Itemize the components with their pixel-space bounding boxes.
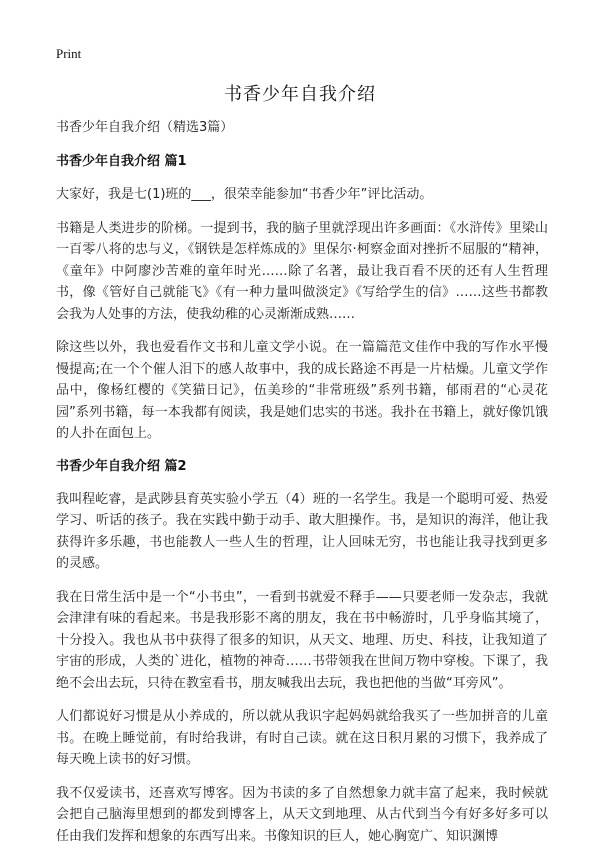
section-1 xyxy=(56,152,548,445)
section-2 xyxy=(56,457,548,848)
paragraph: 书籍是人类进步的阶梯。一提到书，我的脑子里就浮现出许多画面：《水浒传》里梁山一百零八将的忠与义，《钢铁是怎样炼成的》里保尔·柯察金面对挫折不屈服的“精神，《童年》中阿廖沙苦难的童年时光……除了名著，最让我百看不厌的还有人生哲理书，像《管好自己就能飞》《有一种力量叫做淡定》《写给学生的信》……这些书都教会我为人处事的方法，使我幼稚的心灵渐渐成熟…… xyxy=(56,220,548,322)
paragraph: 我不仅爱读书，还喜欢写博客。因为书读的多了自然想象力就丰富了起来，我时候就会把自己脑海里想到的都发到博客上，从天文到地理、从古代到当今有好多好多可以任由我们发挥和想象的东西写出来。书像知识的巨人，她心胸宽广、知识渊博 xyxy=(56,785,548,844)
paragraph: 大家好，我是七(1)班的___，很荣幸能参加“书香少年”评比活动。 xyxy=(56,187,433,202)
paragraph: 人们都说好习惯是从小养成的，所以就从我识字起妈妈就给我买了一些加拼音的儿童书。在晚上睡觉前，有时给我讲，有时自己读。就在这日积月累的习惯下，我养成了每天晚上读书的好习惯。 xyxy=(56,709,548,767)
section-heading: 书香少年自我介绍 篇1 xyxy=(56,154,187,169)
print-label: Print xyxy=(56,46,82,61)
section-heading: 书香少年自我介绍 篇2 xyxy=(56,458,187,474)
paragraph: 我叫程屹睿，是武陟县育英实验小学五（4）班的一名学生。我是一个聪明可爱、热爱学习、听话的孩子。我在实践中勤于动手、敢大胆操作。书，是知识的海洋，他让我获得许多乐趣，书也能教人一些人生的哲理，让人回味无穷，书也能让我寻找到更多的灵感。 xyxy=(56,491,548,571)
document-title: 书香少年自我介绍 xyxy=(224,84,376,105)
paragraph: 我在日常生活中是一个“小书虫”，一看到书就爱不释手——只要老师一发杂志，我就会津津有味的看起来。书是我形影不离的朋友，我在书中畅游时，几乎身临其境了，十分投入。我也从书中获得了很多的知识，从天文、地理、历史、科技，让我知道了宇宙的形成，人类的`进化，植物的神奇……书带领我在世间万物中穿梭。下课了，我绝不会出去玩，只待在教室看书，朋友喊我出去玩，我也把他的当做“耳旁风”。 xyxy=(56,589,548,691)
document-body xyxy=(56,118,548,859)
document-subtitle: 书香少年自我介绍（精选3篇） xyxy=(56,120,234,135)
paragraph: 除这些以外，我也爱看作文书和儿童文学小说。在一篇篇范文佳作中我的写作水平慢慢提高;在一个个催人泪下的感人故事中，我的成长路途不再是一片枯燥。儿童文学作品中，像杨红樱的《笑猫日记》，伍美珍的“非常班级”系列书籍，郁雨君的“心灵花园”系列书籍，每一本我都有阅读，我是她们忠实的书迷。我扑在书籍上，就好像饥饿的人扑在面包上。 xyxy=(56,340,548,441)
